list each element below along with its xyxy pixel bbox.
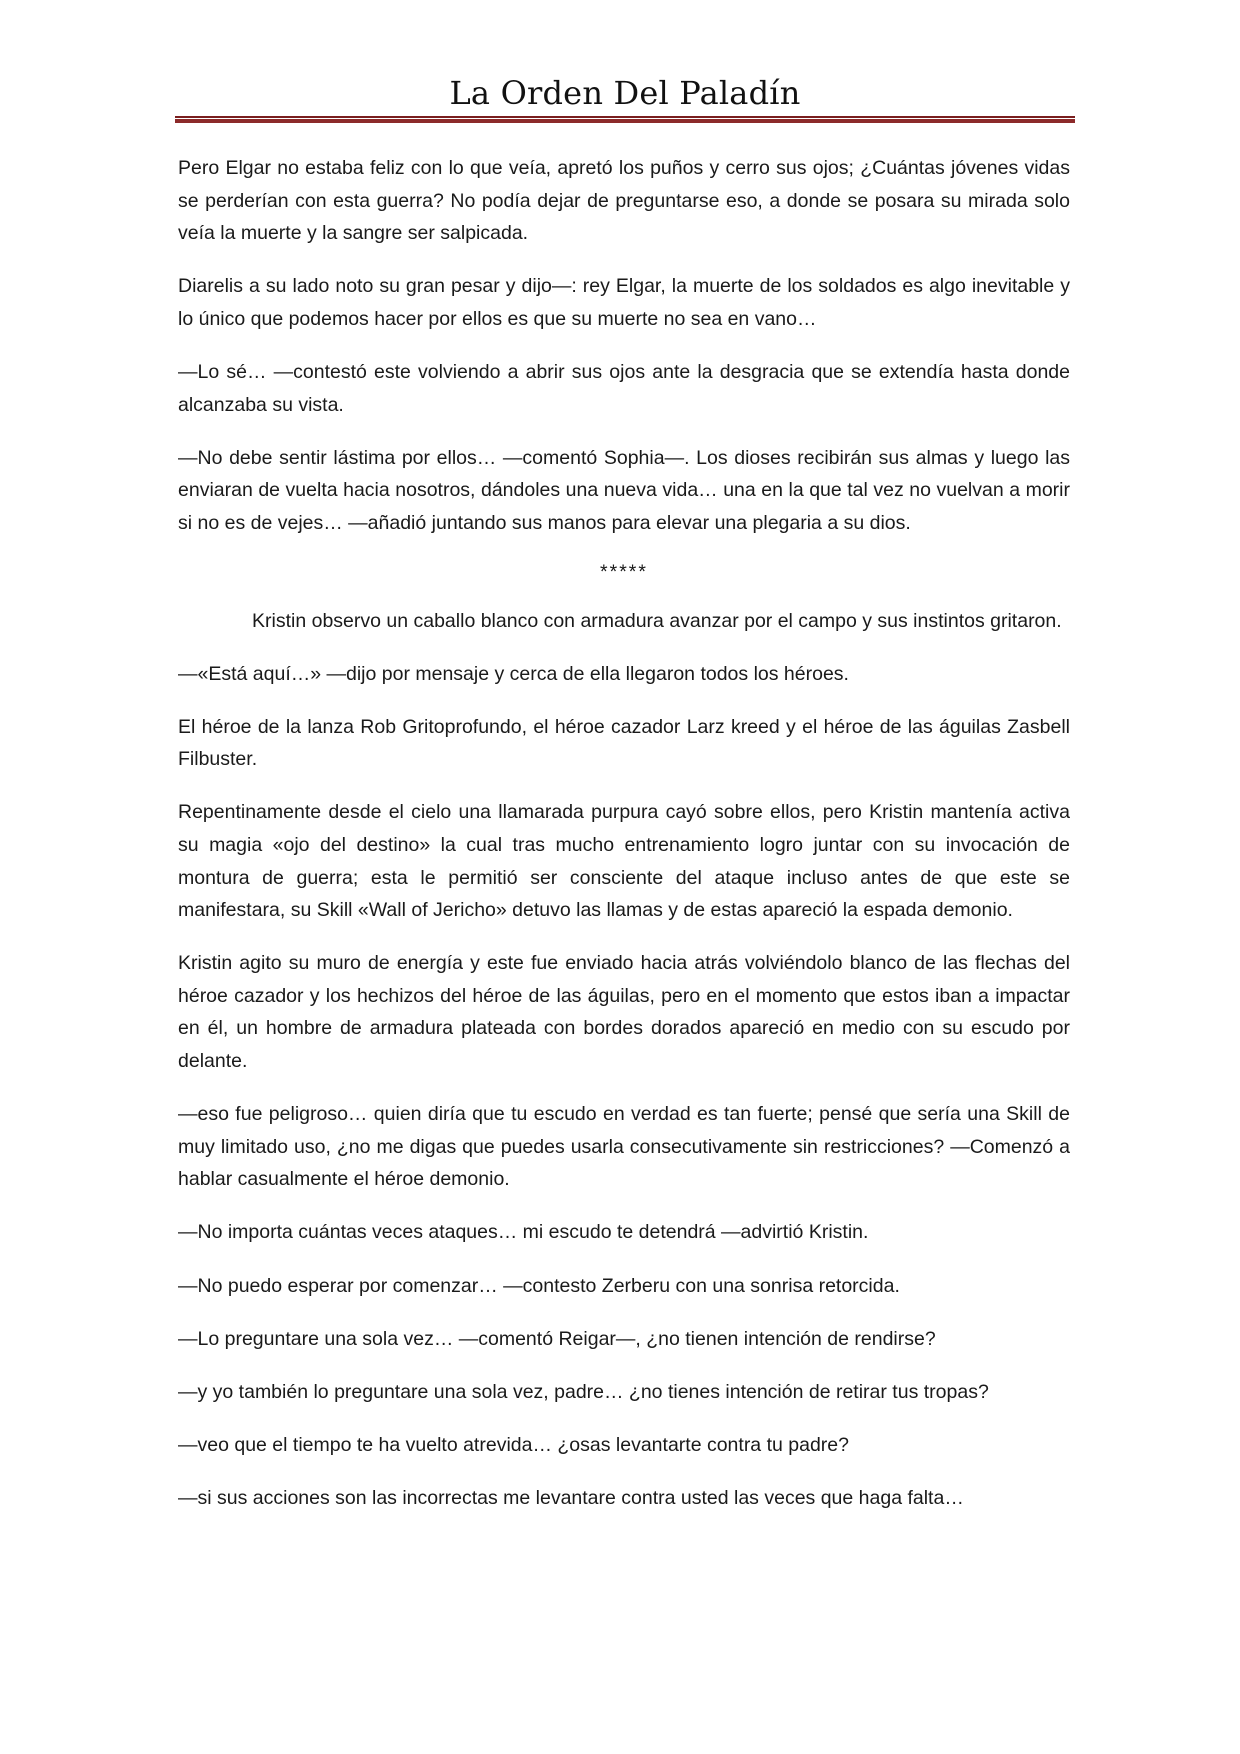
paragraph: —No debe sentir lástima por ellos… —comentó Sophia—. Los dioses recibirán sus almas y luego las enviaran de vuelta hacia nosotros, dándoles una nueva vida… una en la que tal vez no vuelvan a morir si no es de vejes… —añadió juntando sus manos para elevar una plegaria a su dios.: [178, 446, 1070, 534]
paragraph: Pero Elgar no estaba feliz con lo que veía, apretó los puños y cerro sus ojos; ¿Cuántas jóvenes vidas se perderían con esta guerra? No podía dejar de preguntarse eso, a donde se posara su mirada solo veía la muerte y la sangre ser salpicada.: [178, 157, 1070, 245]
paragraph: —si sus acciones son las incorrectas me levantare contra usted las veces que haga falta…: [178, 1486, 964, 1509]
header-rule-thin-line: [175, 116, 1075, 118]
body-text: [178, 152, 1070, 1535]
paragraph: Kristin agito su muro de energía y este fue enviado hacia atrás volviéndolo blanco de las flechas del héroe cazador y los hechizos del héroe de las águilas, pero en el momento que estos iban a impactar en él, un hombre de armadura plateada con bordes dorados apareció en medio con su escudo por delante.: [178, 952, 1070, 1073]
paragraph: Diarelis a su lado noto su gran pesar y dijo—: rey Elgar, la muerte de los soldados es algo inevitable y lo único que podemos hacer por ellos es que su muerte no sea en vano…: [178, 275, 1070, 330]
paragraph: —No importa cuántas veces ataques… mi escudo te detendrá —advirtió Kristin.: [178, 1221, 869, 1244]
running-header-title: La Orden Del Paladín: [449, 74, 801, 112]
paragraph: —No puedo esperar por comenzar… —contesto Zerberu con una sonrisa retorcida.: [178, 1274, 900, 1297]
header-rule-thick-line: [175, 119, 1075, 123]
paragraph: Repentinamente desde el cielo una llamarada purpura cayó sobre ellos, pero Kristin mantenía activa su magia «ojo del destino» la cual tras mucho entrenamiento logro juntar con su invocación de montura de guerra; esta le permitió ser consciente del ataque incluso antes de que este se manifestara, su Skill «Wall of Jericho» detuvo las llamas y de estas apareció la espada demonio.: [178, 801, 1070, 922]
paragraph: —Lo preguntare una sola vez… —comentó Reigar—, ¿no tienen intención de rendirse?: [178, 1327, 936, 1350]
paragraph: —veo que el tiempo te ha vuelto atrevida… ¿osas levantarte contra tu padre?: [178, 1433, 849, 1456]
paragraph: —eso fue peligroso… quien diría que tu escudo en verdad es tan fuerte; pensé que sería una Skill de muy limitado uso, ¿no me digas que puedes usarla consecutivamente sin restricciones? —Comenzó a hablar casualmente el héroe demonio.: [178, 1103, 1070, 1191]
header-double-rule: [175, 116, 1075, 123]
paragraph: —Lo sé… —contestó este volviendo a abrir sus ojos ante la desgracia que se extendía hasta donde alcanzaba su vista.: [178, 360, 1070, 416]
paragraph: Kristin observo un caballo blanco con armadura avanzar por el campo y sus instintos gritaron.: [252, 609, 1062, 632]
paragraph: El héroe de la lanza Rob Gritoprofundo, el héroe cazador Larz kreed y el héroe de las águilas Zasbell Filbuster.: [178, 715, 1070, 771]
paragraph: —y yo también lo preguntare una sola vez, padre… ¿no tienes intención de retirar tus tropas?: [178, 1380, 989, 1403]
scene-break: *****: [600, 560, 648, 583]
paragraph: —«Está aquí…» —dijo por mensaje y cerca de ella llegaron todos los héroes.: [178, 662, 849, 685]
